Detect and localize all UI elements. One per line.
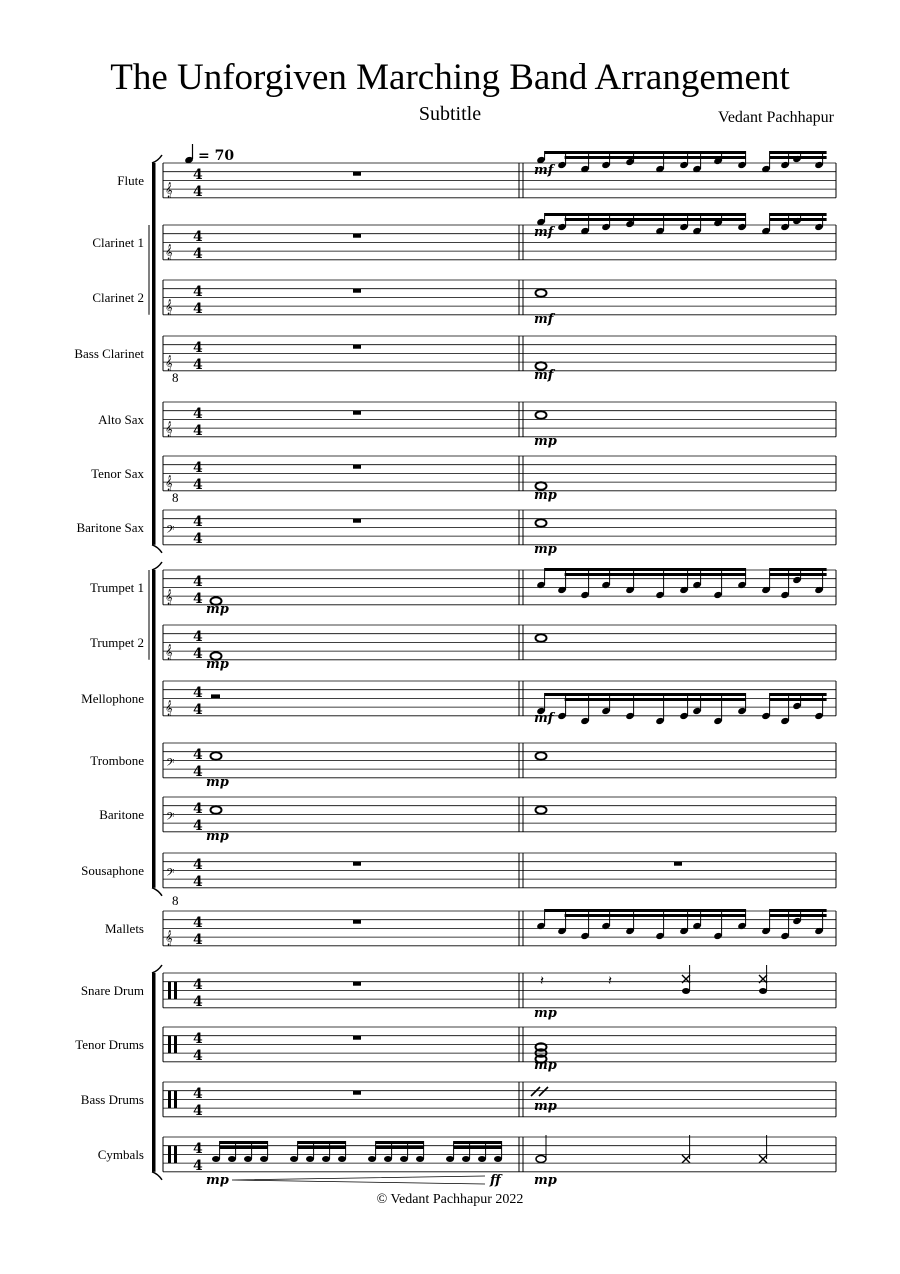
staff-bass-drums-clef-icon-a (168, 1091, 171, 1108)
staff-mallets-m2-beam (545, 909, 589, 912)
staff-flute-m2-beam (545, 151, 589, 154)
staff-snare-drum-m1-whole-rest (353, 982, 361, 986)
staff-mellophone-m2-beam (589, 693, 664, 696)
copyright-notice: © Vedant Pachhapur 2022 (376, 1192, 524, 1207)
staff-tenor-drums-name: Tenor Drums (75, 1037, 144, 1052)
staff-bass-clarinet-clef-icon-octave: 8 (172, 370, 179, 385)
staff-clarinet-1-time-signature-num: 4 (193, 229, 203, 245)
staff-trumpet-1-m2-beam (664, 568, 746, 571)
staff-trombone-m1-whole-note (211, 752, 222, 760)
staff-trumpet-1-m1-dynamic: mp (206, 602, 229, 617)
staff-mallets-m1-whole-rest (353, 920, 361, 924)
staff-trumpet-1-clef-icon: 𝄞 (165, 589, 173, 604)
staff-baritone-sax-m1-whole-rest (353, 519, 361, 523)
staff-cymbals-crescendo-hairpin (232, 1176, 485, 1184)
staff-tenor-sax-name: Tenor Sax (91, 466, 144, 481)
staff-snare-drum-m2-note (682, 988, 690, 994)
staff-tenor-sax-clef-icon-octave: 8 (172, 490, 179, 505)
staff-snare-drum-m2-note (759, 988, 767, 994)
staff-trombone-name: Trombone (90, 753, 144, 768)
staff-sousaphone-m2-whole-rest (674, 862, 682, 866)
staff-trumpet-1-m2-beam2 (589, 573, 664, 576)
staff-trumpet-2-time-signature-den: 4 (193, 646, 203, 662)
staff-clarinet-1-name: Clarinet 1 (92, 235, 144, 250)
staff-sousaphone-time-signature-den: 4 (193, 874, 203, 890)
staff-sousaphone-m1-whole-rest (353, 862, 361, 866)
staff-bass-drums-time-signature-den: 4 (193, 1103, 203, 1119)
staff-flute-m2-beam2 (589, 156, 664, 159)
staff-trumpet-1-time-signature-den: 4 (193, 591, 203, 607)
staff-cymbals-m1-beam2 (376, 1146, 424, 1149)
staff-tenor-sax-m1-whole-rest (353, 465, 361, 469)
staff-cymbals-time-signature-den: 4 (193, 1158, 203, 1174)
staff-flute-m2-beam (589, 151, 664, 154)
staff-clarinet-1-m1-whole-rest (353, 234, 361, 238)
score-subtitle: Subtitle (418, 103, 482, 125)
staff-flute-m2-beam2 (565, 156, 589, 159)
staff-tenor-drums-clef-icon-b (174, 1036, 177, 1053)
staff-trumpet-2-name: Trumpet 2 (89, 635, 144, 650)
staff-flute-m2-beam (664, 151, 746, 154)
staff-trumpet-1-m2-beam2 (664, 573, 746, 576)
staff-bass-drums-clef-icon-b (174, 1091, 177, 1108)
staff-mellophone-clef-icon: 𝄞 (165, 700, 173, 715)
staff-trumpet-1-m2-beam (589, 568, 664, 571)
staff-clarinet-1-m2-beam2 (770, 218, 827, 221)
staff-mellophone-m2-beam (664, 693, 746, 696)
staff-trumpet-1-m2-beam (545, 568, 589, 571)
staff-snare-drum-time-signature-den: 4 (193, 994, 203, 1010)
staff-cymbals-m2-x-note (759, 1155, 767, 1163)
staff-clarinet-2-m2-whole-note (536, 289, 547, 297)
staff-clarinet-2-time-signature-den: 4 (193, 301, 203, 317)
staff-baritone-sax-time-signature-num: 4 (193, 514, 203, 530)
staff-cymbals-m1-note (306, 1156, 314, 1162)
staff-mellophone-m2-beam2 (770, 698, 827, 701)
staff-tenor-drums-time-signature-num: 4 (193, 1031, 203, 1047)
staff-cymbals-m1-beam (298, 1141, 346, 1144)
staff-baritone-m1-dynamic: mp (206, 829, 229, 844)
staff-baritone-m2-whole-note (536, 806, 547, 814)
staff-cymbals-m1-beam (454, 1141, 502, 1144)
staff-flute-name: Flute (117, 173, 144, 188)
staff-cymbals-m1-note (416, 1156, 424, 1162)
staff-trumpet-1-m2-beam2 (565, 573, 589, 576)
staff-alto-sax-m2-dynamic: mp (534, 434, 557, 449)
staff-baritone-time-signature-den: 4 (193, 818, 203, 834)
staff-cymbals-m1-note (338, 1156, 346, 1162)
percussion-bracket (152, 973, 156, 1172)
staff-clarinet-1-m2-dynamic: mf (534, 225, 554, 240)
staff-trombone-m1-dynamic: mp (206, 775, 229, 790)
staff-trombone-m2-whole-note (536, 752, 547, 760)
staff-alto-sax-time-signature-den: 4 (193, 423, 203, 439)
staff-flute-m2-beam (770, 151, 827, 154)
staff-bass-clarinet-m2-dynamic: mf (534, 368, 554, 383)
staff-snare-drum-time-signature-num: 4 (193, 977, 203, 993)
staff-mallets-time-signature-den: 4 (193, 932, 203, 948)
staff-cymbals-name: Cymbals (97, 1147, 144, 1162)
staff-mellophone-m2-beam2 (565, 698, 589, 701)
staff-cymbals-m1-dynamic-end: ff (490, 1173, 501, 1188)
staff-mallets-m2-beam2 (664, 914, 746, 917)
composer-name: Vedant Pachhapur (718, 109, 834, 126)
staff-mallets-m2-beam2 (770, 914, 827, 917)
staff-snare-drum-clef-icon-a (168, 982, 171, 999)
staff-cymbals-clef-icon-a (168, 1146, 171, 1163)
staff-flute-clef-icon: 𝄞 (165, 182, 173, 197)
staff-mellophone-m2-beam2 (664, 698, 746, 701)
staff-trumpet-1-time-signature-num: 4 (193, 574, 203, 590)
brass-bracket (152, 570, 156, 888)
staff-trumpet-1-m2-beam2 (770, 573, 827, 576)
staff-tenor-drums-clef-icon-a (168, 1036, 171, 1053)
staff-cymbals-m1-beam2 (298, 1146, 346, 1149)
staff-cymbals-m1-note (478, 1156, 486, 1162)
staff-cymbals-m2-half-note (536, 1156, 546, 1163)
staff-trumpet-1-name: Trumpet 1 (89, 580, 144, 595)
staff-cymbals-m1-beam2 (454, 1146, 502, 1149)
staff-cymbals-m1-note (462, 1156, 470, 1162)
staff-bass-drums-m2-slash-notation (531, 1087, 548, 1096)
score-title: The Unforgiven Marching Band Arrangement (110, 57, 790, 98)
staff-flute-m1-whole-rest (353, 172, 361, 176)
staff-snare-drum-m2-rest-a: 𝄽 (540, 973, 544, 988)
staff-mellophone-m2-dynamic: mf (534, 711, 554, 726)
staff-mellophone-name: Mellophone (81, 691, 144, 706)
staff-snare-drum-clef-icon-b (174, 982, 177, 999)
tempo-marking: = 70 (198, 148, 235, 164)
staff-clarinet-1-m2-beam (589, 213, 664, 216)
staff-trombone-clef-icon: 𝄢 (166, 756, 175, 771)
staff-baritone-name: Baritone (99, 807, 144, 822)
staff-alto-sax-m2-whole-note (536, 411, 547, 419)
staff-snare-drum-m2-dynamic: mp (534, 1006, 557, 1021)
staff-baritone-sax-clef-icon: 𝄢 (166, 523, 175, 538)
staff-snare-drum-name: Snare Drum (80, 983, 144, 998)
staff-mellophone-m2-beam (545, 693, 589, 696)
staff-snare-drum-m2-rest-b: 𝄽 (608, 973, 612, 988)
staff-trombone-time-signature-den: 4 (193, 764, 203, 780)
staff-cymbals-m1-beam (376, 1141, 424, 1144)
staff-clarinet-1-clef-icon: 𝄞 (165, 244, 173, 259)
staff-cymbals-m1-note (494, 1156, 502, 1162)
woodwinds-bracket-top-hook (152, 155, 162, 163)
staff-cymbals-m1-note (244, 1156, 252, 1162)
staff-bass-clarinet-time-signature-num: 4 (193, 340, 203, 356)
staff-cymbals-m1-note (212, 1156, 220, 1162)
staff-tenor-sax-m2-dynamic: mp (534, 488, 557, 503)
staff-tenor-drums-time-signature-den: 4 (193, 1048, 203, 1064)
staff-baritone-sax-time-signature-den: 4 (193, 531, 203, 547)
staff-tenor-drums-m2-dynamic: mp (534, 1058, 557, 1073)
staff-mallets-clef-icon-octave: 8 (172, 893, 179, 908)
staff-bass-clarinet-time-signature-den: 4 (193, 357, 203, 373)
staff-mallets-m2-beam (770, 909, 827, 912)
staff-cymbals-m2-x-note (682, 1155, 690, 1163)
staff-clarinet-2-m2-dynamic: mf (534, 312, 554, 327)
staff-bass-clarinet-clef-icon: 𝄞 (165, 355, 173, 370)
staff-bass-drums-m1-whole-rest (353, 1091, 361, 1095)
staff-mallets-m2-beam2 (589, 914, 664, 917)
staff-clarinet-1-m2-beam2 (589, 218, 664, 221)
percussion-bracket-top-hook (152, 965, 162, 973)
staff-clarinet-1-m2-beam (664, 213, 746, 216)
staff-baritone-sax-m2-whole-note (536, 519, 547, 527)
woodwinds-bracket-bottom-hook (152, 545, 162, 553)
staff-tenor-drums-m1-whole-rest (353, 1036, 361, 1040)
staff-cymbals-m2-dynamic: mp (534, 1173, 557, 1188)
staff-flute-m2-beam2 (664, 156, 746, 159)
staff-alto-sax-time-signature-num: 4 (193, 406, 203, 422)
staff-baritone-sax-name: Baritone Sax (76, 520, 144, 535)
staff-flute-m2-dynamic: mf (534, 163, 554, 178)
woodwinds-bracket (152, 163, 156, 545)
percussion-bracket-bottom-hook (152, 1172, 162, 1180)
staff-cymbals-clef-icon-b (174, 1146, 177, 1163)
staff-alto-sax-name: Alto Sax (98, 412, 144, 427)
staff-flute-m2-beam2 (770, 156, 827, 159)
brass-bracket-bottom-hook (152, 888, 162, 896)
staff-baritone-time-signature-num: 4 (193, 801, 203, 817)
staff-mallets-clef-icon: 𝄞 (165, 930, 173, 945)
staff-flute-time-signature-den: 4 (193, 184, 203, 200)
staff-mellophone-time-signature-den: 4 (193, 702, 203, 718)
staff-cymbals-m1-note (400, 1156, 408, 1162)
staff-baritone-sax-m2-dynamic: mp (534, 542, 557, 557)
staff-mellophone-m2-beam (770, 693, 827, 696)
staff-clarinet-1-m2-beam2 (565, 218, 589, 221)
staff-mellophone-m2-beam2 (589, 698, 664, 701)
staff-trombone-time-signature-num: 4 (193, 747, 203, 763)
staff-clarinet-2-clef-icon: 𝄞 (165, 299, 173, 314)
staff-cymbals-m1-note (260, 1156, 268, 1162)
staff-tenor-sax-time-signature-num: 4 (193, 460, 203, 476)
staff-sousaphone-time-signature-num: 4 (193, 857, 203, 873)
staff-mellophone-m1-half-rest (211, 694, 220, 698)
staff-clarinet-1-m2-beam (770, 213, 827, 216)
staff-baritone-clef-icon: 𝄢 (166, 810, 175, 825)
staff-clarinet-2-m1-whole-rest (353, 289, 361, 293)
staff-sousaphone-clef-icon: 𝄢 (166, 866, 175, 881)
staff-trumpet-2-m1-dynamic: mp (206, 657, 229, 672)
staff-clarinet-1-m2-beam2 (664, 218, 746, 221)
staff-tenor-sax-time-signature-den: 4 (193, 477, 203, 493)
staff-cymbals-m1-beam (220, 1141, 268, 1144)
staff-cymbals-time-signature-num: 4 (193, 1141, 203, 1157)
staff-mellophone-time-signature-num: 4 (193, 685, 203, 701)
staff-cymbals-m1-beam2 (220, 1146, 268, 1149)
staff-sousaphone-name: Sousaphone (81, 863, 144, 878)
staff-clarinet-2-name: Clarinet 2 (92, 290, 144, 305)
staff-cymbals-m1-note (368, 1156, 376, 1162)
staff-cymbals-m1-note (322, 1156, 330, 1162)
staff-mallets-time-signature-num: 4 (193, 915, 203, 931)
staff-bass-drums-time-signature-num: 4 (193, 1086, 203, 1102)
staff-alto-sax-m1-whole-rest (353, 411, 361, 415)
staff-bass-clarinet-m1-whole-rest (353, 345, 361, 349)
staff-trumpet-2-clef-icon: 𝄞 (165, 644, 173, 659)
staff-clarinet-1-time-signature-den: 4 (193, 246, 203, 262)
staff-bass-drums-m2-dynamic: mp (534, 1099, 557, 1114)
staff-cymbals-m1-note (446, 1156, 454, 1162)
staff-mallets-m2-beam (589, 909, 664, 912)
staff-baritone-m1-whole-note (211, 806, 222, 814)
staff-alto-sax-clef-icon: 𝄞 (165, 421, 173, 436)
staff-flute-time-signature-num: 4 (193, 167, 203, 183)
staff-mallets-name: Mallets (105, 921, 144, 936)
staff-clarinet-1-m2-beam (545, 213, 589, 216)
staff-cymbals-m1-note (290, 1156, 298, 1162)
staff-cymbals-m1-dynamic: mp (206, 1173, 229, 1188)
staff-bass-clarinet-name: Bass Clarinet (74, 346, 144, 361)
staff-trumpet-2-time-signature-num: 4 (193, 629, 203, 645)
staff-mallets-m2-beam2 (565, 914, 589, 917)
staff-cymbals-m1-note (384, 1156, 392, 1162)
staff-bass-drums-name: Bass Drums (80, 1092, 144, 1107)
staff-trumpet-1-m2-beam (770, 568, 827, 571)
staff-cymbals-m1-note (228, 1156, 236, 1162)
brass-bracket-top-hook (152, 562, 162, 570)
staff-clarinet-2-time-signature-num: 4 (193, 284, 203, 300)
staff-mallets-m2-beam (664, 909, 746, 912)
staff-tenor-sax-clef-icon: 𝄞 (165, 475, 173, 490)
staff-trumpet-2-m2-whole-note (536, 634, 547, 642)
